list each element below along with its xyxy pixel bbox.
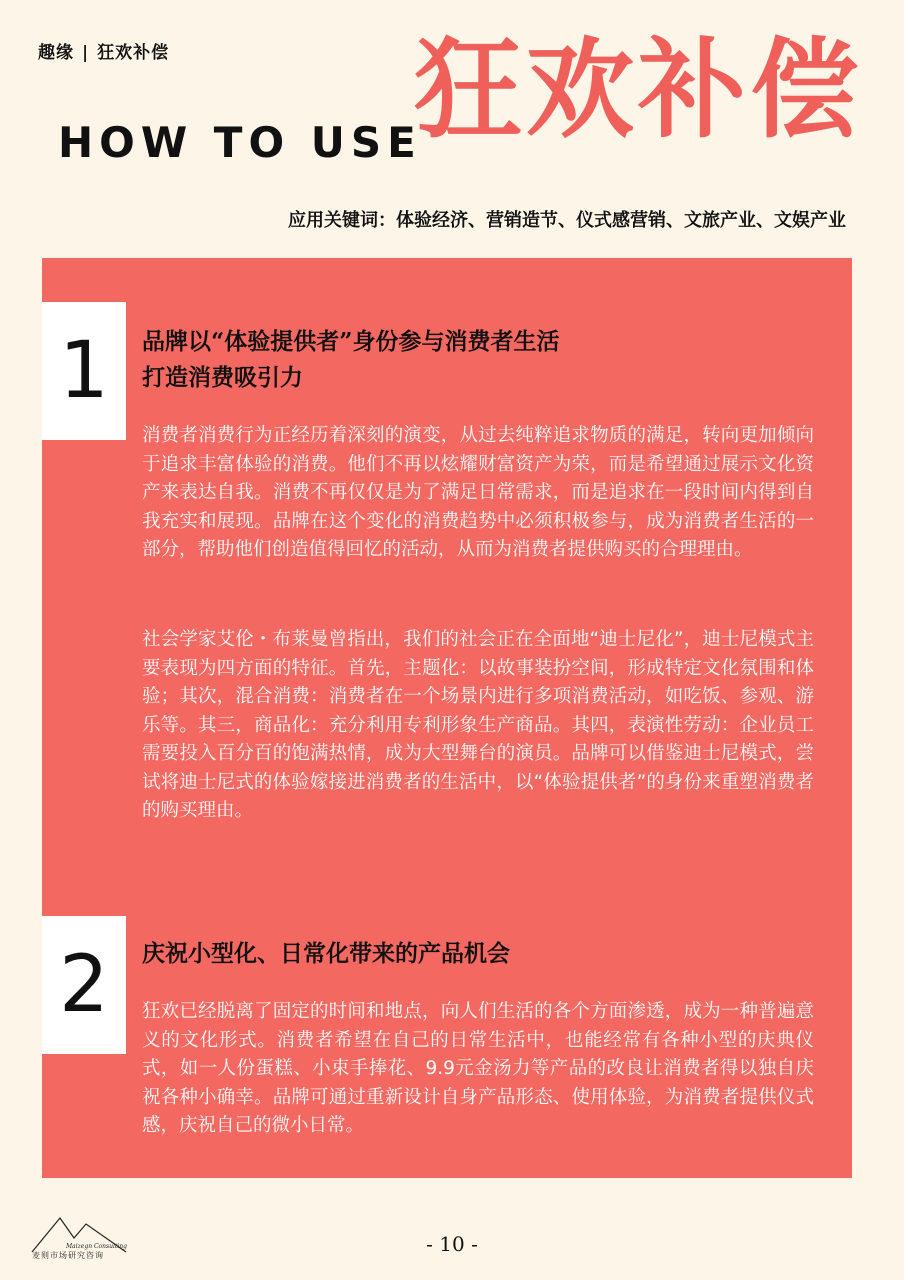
section-1-paragraph-2: 社会学家艾伦・布莱曼曾指出，我们的社会正在全面地“迪士尼化”，迪士尼模式主要表现为四方面的特征。首先，主题化：以故事装扮空间，形成特定文化氛围和体验；其次，混合消费：消费者在一个场景内进行多项消费活动，如吃饭、参观、游乐等。其三，商品化：充分利用专利形象生产商品。其四，表演性劳动：企业员工需要投入百分百的饱满热情，成为大型舞台的演员。品牌可以借鉴迪士尼模式，尝试将迪士尼式的体验嫁接进消费者的生活中，以“体验提供者”的身份来重塑消费者的购买理由。	[142, 629, 814, 821]
page-number: - 10 -	[426, 1232, 478, 1256]
page-title: 狂欢补偿	[414, 27, 863, 153]
section-title-2: 庆祝小型化、日常化带来的产品机会	[142, 940, 510, 967]
logo-text: 麦则市场研究咨询	[32, 1251, 104, 1260]
section-title-1	[142, 324, 802, 396]
section-number-2: 2	[42, 916, 126, 1054]
breadcrumb-separator: |	[82, 43, 90, 63]
keywords-line: 应用关键词：体验经济、营销造节、仪式感营销、文旅产业、文娱产业	[288, 210, 846, 231]
section-number-1: 1	[42, 302, 126, 440]
how-to-use-heading: HOW TO USE	[58, 118, 422, 167]
breadcrumb	[38, 38, 169, 63]
breadcrumb-right: 狂欢补偿	[97, 43, 170, 63]
section-2-paragraph-1: 狂欢已经脱离了固定的时间和地点，向人们生活的各个方面渗透，成为一种普遍意义的文化形式。消费者希望在自己的日常生活中，也能经常有各种小型的庆典仪式，如一人份蛋糕、小束手捧花、9.9元金汤力等产品的改良让消费者得以独自庆祝各种小确幸。品牌可通过重新设计自身产品形态、使用体验，为消费者提供仪式感，庆祝自己的微小日常。	[142, 1001, 814, 1136]
breadcrumb-left: 趣缘	[38, 43, 74, 63]
section-title-1-line2: 打造消费吸引力	[142, 364, 303, 391]
section-1-paragraph-1: 消费者消费行为正经历着深刻的演变，从过去纯粹追求物质的满足，转向更加倾向于追求丰富体验的消费。他们不再以炫耀财富资产为荣，而是希望通过展示文化资产来表达自我。消费不再仅仅是为了满足日常需求，而是追求在一段时间内得到自我充实和展现。品牌在这个变化的消费趋势中必须积极参与，成为消费者生活的一部分，帮助他们创造值得回忆的活动，从而为消费者提供购买的合理理由。	[142, 425, 814, 560]
section-title-1-line1: 品牌以“体验提供者”身份参与消费者生活	[142, 328, 560, 355]
logo-script: Maizegn Consulting	[66, 1243, 127, 1250]
